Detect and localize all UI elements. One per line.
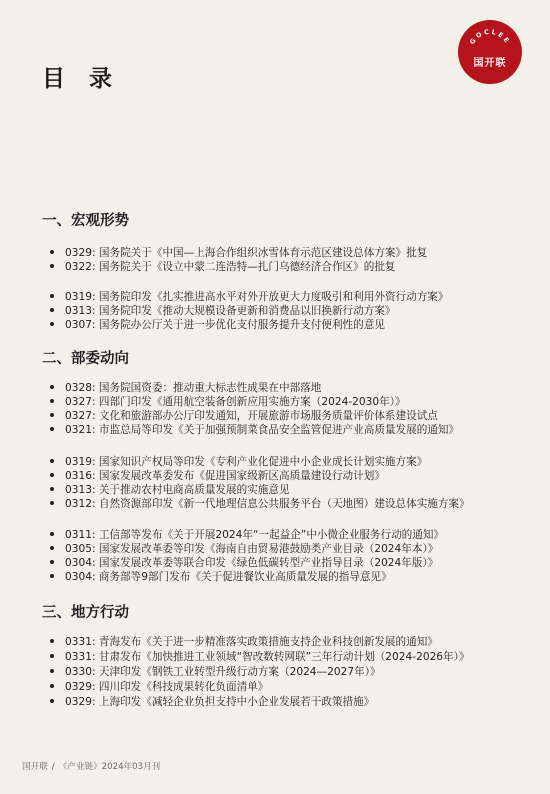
list-item[interactable] [50,381,321,395]
goclee-logo [458,20,522,84]
list-item[interactable] [50,409,438,423]
bullet-icon [50,322,54,326]
bullet-icon [50,459,54,463]
list-item-text: 0316: 国家发展改革委发布《促进国家级新区高质量建设行动计划》 [65,470,385,482]
list-item[interactable] [50,556,438,570]
list-item[interactable] [50,542,438,556]
list-item[interactable] [50,570,392,584]
list-item-text: 0322: 国务院关于《设立中蒙二连浩特—扎门乌德经济合作区》的批复 [65,261,396,273]
list-item[interactable] [50,695,374,709]
list-item-text: 0305: 国家发展改革委等印发《海南自由贸易港鼓励类产业目录（2024年本）》 [65,543,439,555]
list-item[interactable] [50,455,427,469]
section-heading-local: 三、地方行动 [42,605,129,621]
list-item[interactable] [50,635,438,649]
list-item[interactable] [50,304,396,318]
list-item-text: 0307: 国务院办公厅关于进一步优化支付服务提升支付便利性的意见 [65,319,385,331]
list-item[interactable] [50,665,381,679]
list-item[interactable] [50,260,396,274]
bullet-icon [50,654,54,658]
bullet-icon [50,294,54,298]
footer-separator: / [51,762,55,772]
list-item-text: 0330: 天津印发《钢铁工业转型升级行动方案（2024—2027年）》 [65,666,381,678]
list-item[interactable] [50,483,290,497]
list-item-text: 0328: 国务院国资委：推动重大标志性成果在中部落地 [65,382,322,394]
list-item-text: 0321: 市监总局等印发《关于加强预制菜食品安全监管促进产业高质量发展的通知》 [65,424,460,436]
svg-text:GOCLEE: GOCLEE [468,27,512,46]
footer-publication: 《产业链》2024年03月刊 [58,762,161,772]
section-heading-ministries: 二、部委动向 [42,351,129,367]
list-item[interactable] [50,246,427,260]
list-item-text: 0319: 国务院印发《扎实推进高水平对外开放更大力度吸引和利用外资行动方案》 [65,291,449,303]
bullet-icon [50,399,54,403]
list-item-text: 0312: 自然资源部印发《新一代地理信息公共服务平台（天地图）建设总体实施方案》 [65,498,470,510]
list-item[interactable] [50,650,470,664]
bullet-icon [50,501,54,505]
list-item-text: 0329: 国务院关于《中国—上海合作组织冰雪体育示范区建设总体方案》批复 [65,247,428,259]
page-title: 目 录 [42,66,121,92]
list-item-text: 0311: 工信部等发布《关于开展2024年“一起益企”中小微企业服务行动的通知》 [65,529,445,541]
list-item[interactable] [50,423,459,437]
bullet-icon [50,308,54,312]
list-item-text: 0319: 国家知识产权局等印发《专利产业化促进中小企业成长计划实施方案》 [65,456,428,468]
bullet-icon [50,574,54,578]
list-item-text: 0331: 甘肃发布《加快推进工业领域“智改数转网联”三年行动计划（2024-2026年）》 [65,651,470,663]
list-item-text: 0304: 国家发展改革委等联合印发《绿色低碳转型产业指导目录（2024年版）》 [65,557,439,569]
list-item-text: 0327: 四部门印发《通用航空装备创新应用实施方案（2024-2030年）》 [65,396,406,408]
bullet-icon [50,699,54,703]
footer [22,760,160,772]
list-item[interactable] [50,497,470,511]
bullet-icon [50,413,54,417]
list-item-text: 0313: 关于推动农村电商高质量发展的实施意见 [65,484,290,496]
logo-arc-text [458,20,522,84]
list-item[interactable] [50,395,406,409]
bullet-icon [50,560,54,564]
list-item-text: 0329: 上海印发《减轻企业负担支持中小企业发展若干政策措施》 [65,696,375,708]
bullet-icon [50,669,54,673]
bullet-icon [50,487,54,491]
list-item[interactable] [50,318,385,332]
list-item[interactable] [50,528,444,542]
bullet-icon [50,385,54,389]
list-item[interactable] [50,290,449,304]
bullet-icon [50,250,54,254]
list-item-text: 0304: 商务部等9部门发布《关于促进餐饮业高质量发展的指导意见》 [65,571,392,583]
list-item[interactable] [50,469,385,483]
footer-org: 国开联 [22,762,48,772]
list-item[interactable] [50,680,268,694]
bullet-icon [50,427,54,431]
list-item-text: 0327: 文化和旅游部办公厅印发通知，开展旅游市场服务质量评价体系建设试点 [65,410,438,422]
list-item-text: 0313: 国务院印发《推动大规模设备更新和消费品以旧换新行动方案》 [65,305,396,317]
bullet-icon [50,264,54,268]
section-heading-macro: 一、宏观形势 [42,213,129,229]
logo-cn-text: 国开联 [473,58,507,69]
bullet-icon [50,684,54,688]
list-item-text: 0331: 青海发布《关于进一步精准落实政策措施支持企业科技创新发展的通知》 [65,636,438,648]
bullet-icon [50,639,54,643]
bullet-icon [50,546,54,550]
bullet-icon [50,473,54,477]
bullet-icon [50,532,54,536]
list-item-text: 0329: 四川印发《科技成果转化负面清单》 [65,681,269,693]
